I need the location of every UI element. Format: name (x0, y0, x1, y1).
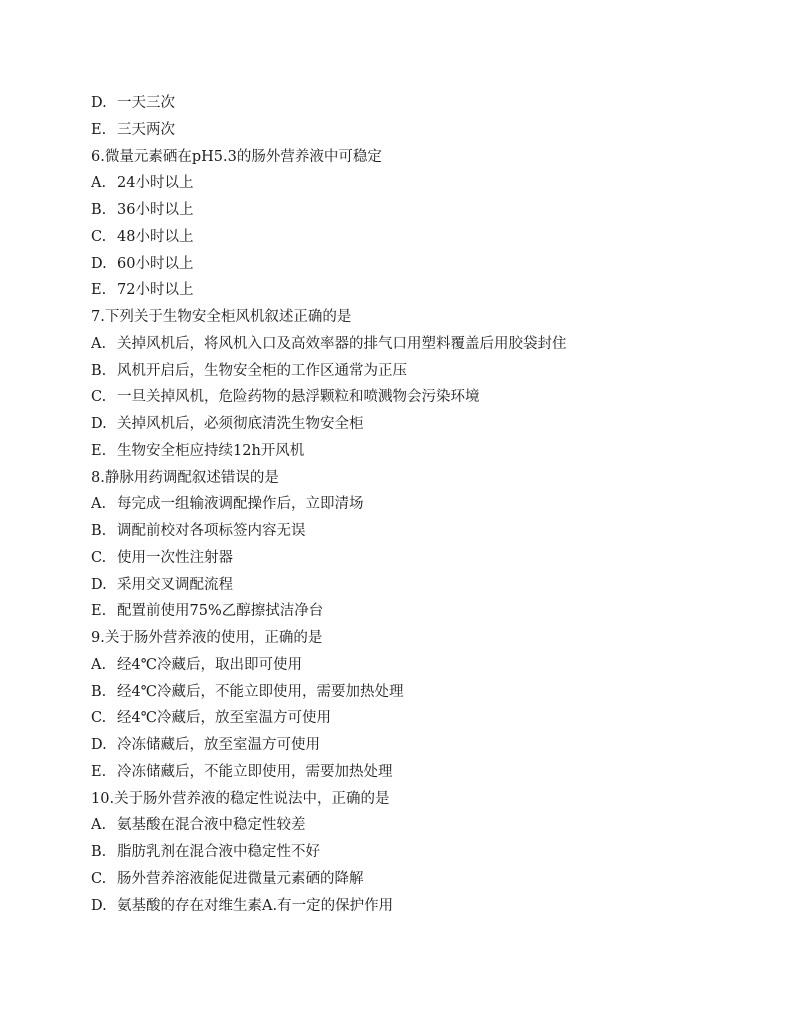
answer-option (91, 411, 731, 438)
question-stem (91, 304, 731, 331)
option-text: 配置前使用75%乙醇擦拭洁净台 (117, 603, 324, 620)
answer-option (91, 491, 731, 518)
answer-option (91, 732, 731, 759)
answer-option (91, 224, 731, 251)
option-text: 氨基酸在混合液中稳定性较差 (117, 817, 306, 834)
option-letter: C. (91, 228, 107, 245)
question-number: 6. (91, 148, 105, 165)
question-stem (91, 465, 731, 492)
option-text: 24小时以上 (117, 175, 194, 192)
answer-option (91, 384, 731, 411)
option-text: 冷冻储藏后，放至室温方可使用 (117, 737, 320, 753)
answer-option (91, 705, 731, 732)
question-text: 微量元素硒在pH5.3的肠外营养液中可稳定 (104, 148, 382, 165)
option-text: 经4℃冷藏后，取出即可使用 (117, 656, 302, 673)
option-text: 使用一次性注射器 (117, 549, 233, 566)
option-text: 肠外营养溶液能促进微量元素硒的降解 (117, 870, 364, 887)
answer-option (91, 90, 731, 117)
option-text: 经4℃冷藏后，放至室温方可使用 (117, 710, 331, 727)
question-stem (91, 786, 731, 813)
question-stem (91, 625, 731, 652)
option-letter: B. (91, 844, 107, 860)
answer-option (91, 277, 731, 304)
question-text: 关于肠外营养液的稳定性说法中，正确的是 (114, 790, 390, 807)
option-text: 72小时以上 (117, 282, 194, 299)
question-list (91, 90, 731, 919)
answer-option (91, 759, 731, 786)
option-text: 风机开启后，生物安全柜的工作区通常为正压 (117, 362, 407, 379)
answer-option (91, 545, 731, 572)
answer-option (91, 866, 731, 893)
option-text: 三天两次 (117, 121, 175, 138)
answer-option (91, 358, 731, 385)
option-letter: B. (91, 202, 107, 218)
option-letter: A. (91, 496, 107, 513)
option-letter: A. (91, 335, 107, 352)
answer-option (91, 117, 731, 144)
answer-option (91, 679, 731, 706)
option-text: 冷冻储藏后，不能立即使用，需要加热处理 (117, 763, 393, 780)
option-text: 关掉风机后，必须彻底清洗生物安全柜 (117, 416, 364, 432)
option-letter: E. (91, 603, 107, 620)
question-number: 10. (91, 790, 115, 807)
answer-option (91, 652, 731, 679)
option-text: 氨基酸的存在对维生素A.有一定的保护作用 (117, 897, 394, 914)
option-letter: A. (91, 175, 107, 192)
option-text: 一天三次 (117, 95, 175, 111)
option-text: 脂肪乳剂在混合液中稳定性不好 (117, 844, 320, 860)
option-letter: E. (91, 442, 107, 459)
option-letter: A. (91, 817, 107, 834)
option-letter: C. (91, 549, 107, 566)
answer-option (91, 839, 731, 866)
option-letter: A. (91, 656, 107, 673)
answer-option (91, 251, 731, 278)
option-letter: C. (91, 389, 107, 406)
option-text: 60小时以上 (117, 255, 194, 272)
question-number: 7. (91, 309, 105, 325)
option-text: 经4℃冷藏后，不能立即使用，需要加热处理 (117, 683, 404, 700)
option-letter: D. (91, 897, 107, 914)
answer-option (91, 598, 731, 625)
option-letter: B. (91, 683, 107, 700)
option-text: 一旦关掉风机，危险药物的悬浮颗粒和喷溅物会污染环境 (117, 389, 480, 406)
option-letter: B. (91, 362, 107, 379)
question-text: 关于肠外营养液的使用，正确的是 (104, 630, 323, 646)
answer-option (91, 331, 731, 358)
answer-option (91, 893, 731, 920)
answer-option (91, 170, 731, 197)
option-letter: C. (91, 710, 107, 727)
answer-option (91, 812, 731, 839)
option-letter: E. (91, 121, 107, 138)
option-text: 关掉风机后，将风机入口及高效率器的排气口用塑料覆盖后用胶袋封住 (117, 335, 567, 352)
option-letter: D. (91, 416, 107, 432)
option-letter: C. (91, 870, 107, 887)
option-letter: D. (91, 95, 107, 111)
answer-option (91, 518, 731, 545)
question-text: 下列关于生物安全柜风机叙述正确的是 (104, 309, 352, 325)
option-letter: D. (91, 737, 107, 753)
option-text: 48小时以上 (117, 228, 194, 245)
question-number: 9. (91, 630, 105, 646)
option-letter: E. (91, 282, 107, 299)
question-number: 8. (91, 469, 105, 486)
answer-option (91, 438, 731, 465)
option-text: 调配前校对各项标签内容无误 (117, 523, 306, 539)
option-letter: B. (91, 523, 107, 539)
option-text: 36小时以上 (117, 202, 194, 218)
option-text: 采用交叉调配流程 (117, 576, 233, 593)
question-stem (91, 144, 731, 171)
answer-option (91, 572, 731, 599)
option-letter: D. (91, 576, 107, 593)
question-text: 静脉用药调配叙述错误的是 (104, 469, 279, 486)
option-text: 生物安全柜应持续12h开风机 (117, 442, 305, 459)
option-letter: D. (91, 255, 107, 272)
answer-option (91, 197, 731, 224)
option-text: 每完成一组输液调配操作后，立即清场 (117, 496, 364, 513)
option-letter: E. (91, 763, 107, 780)
